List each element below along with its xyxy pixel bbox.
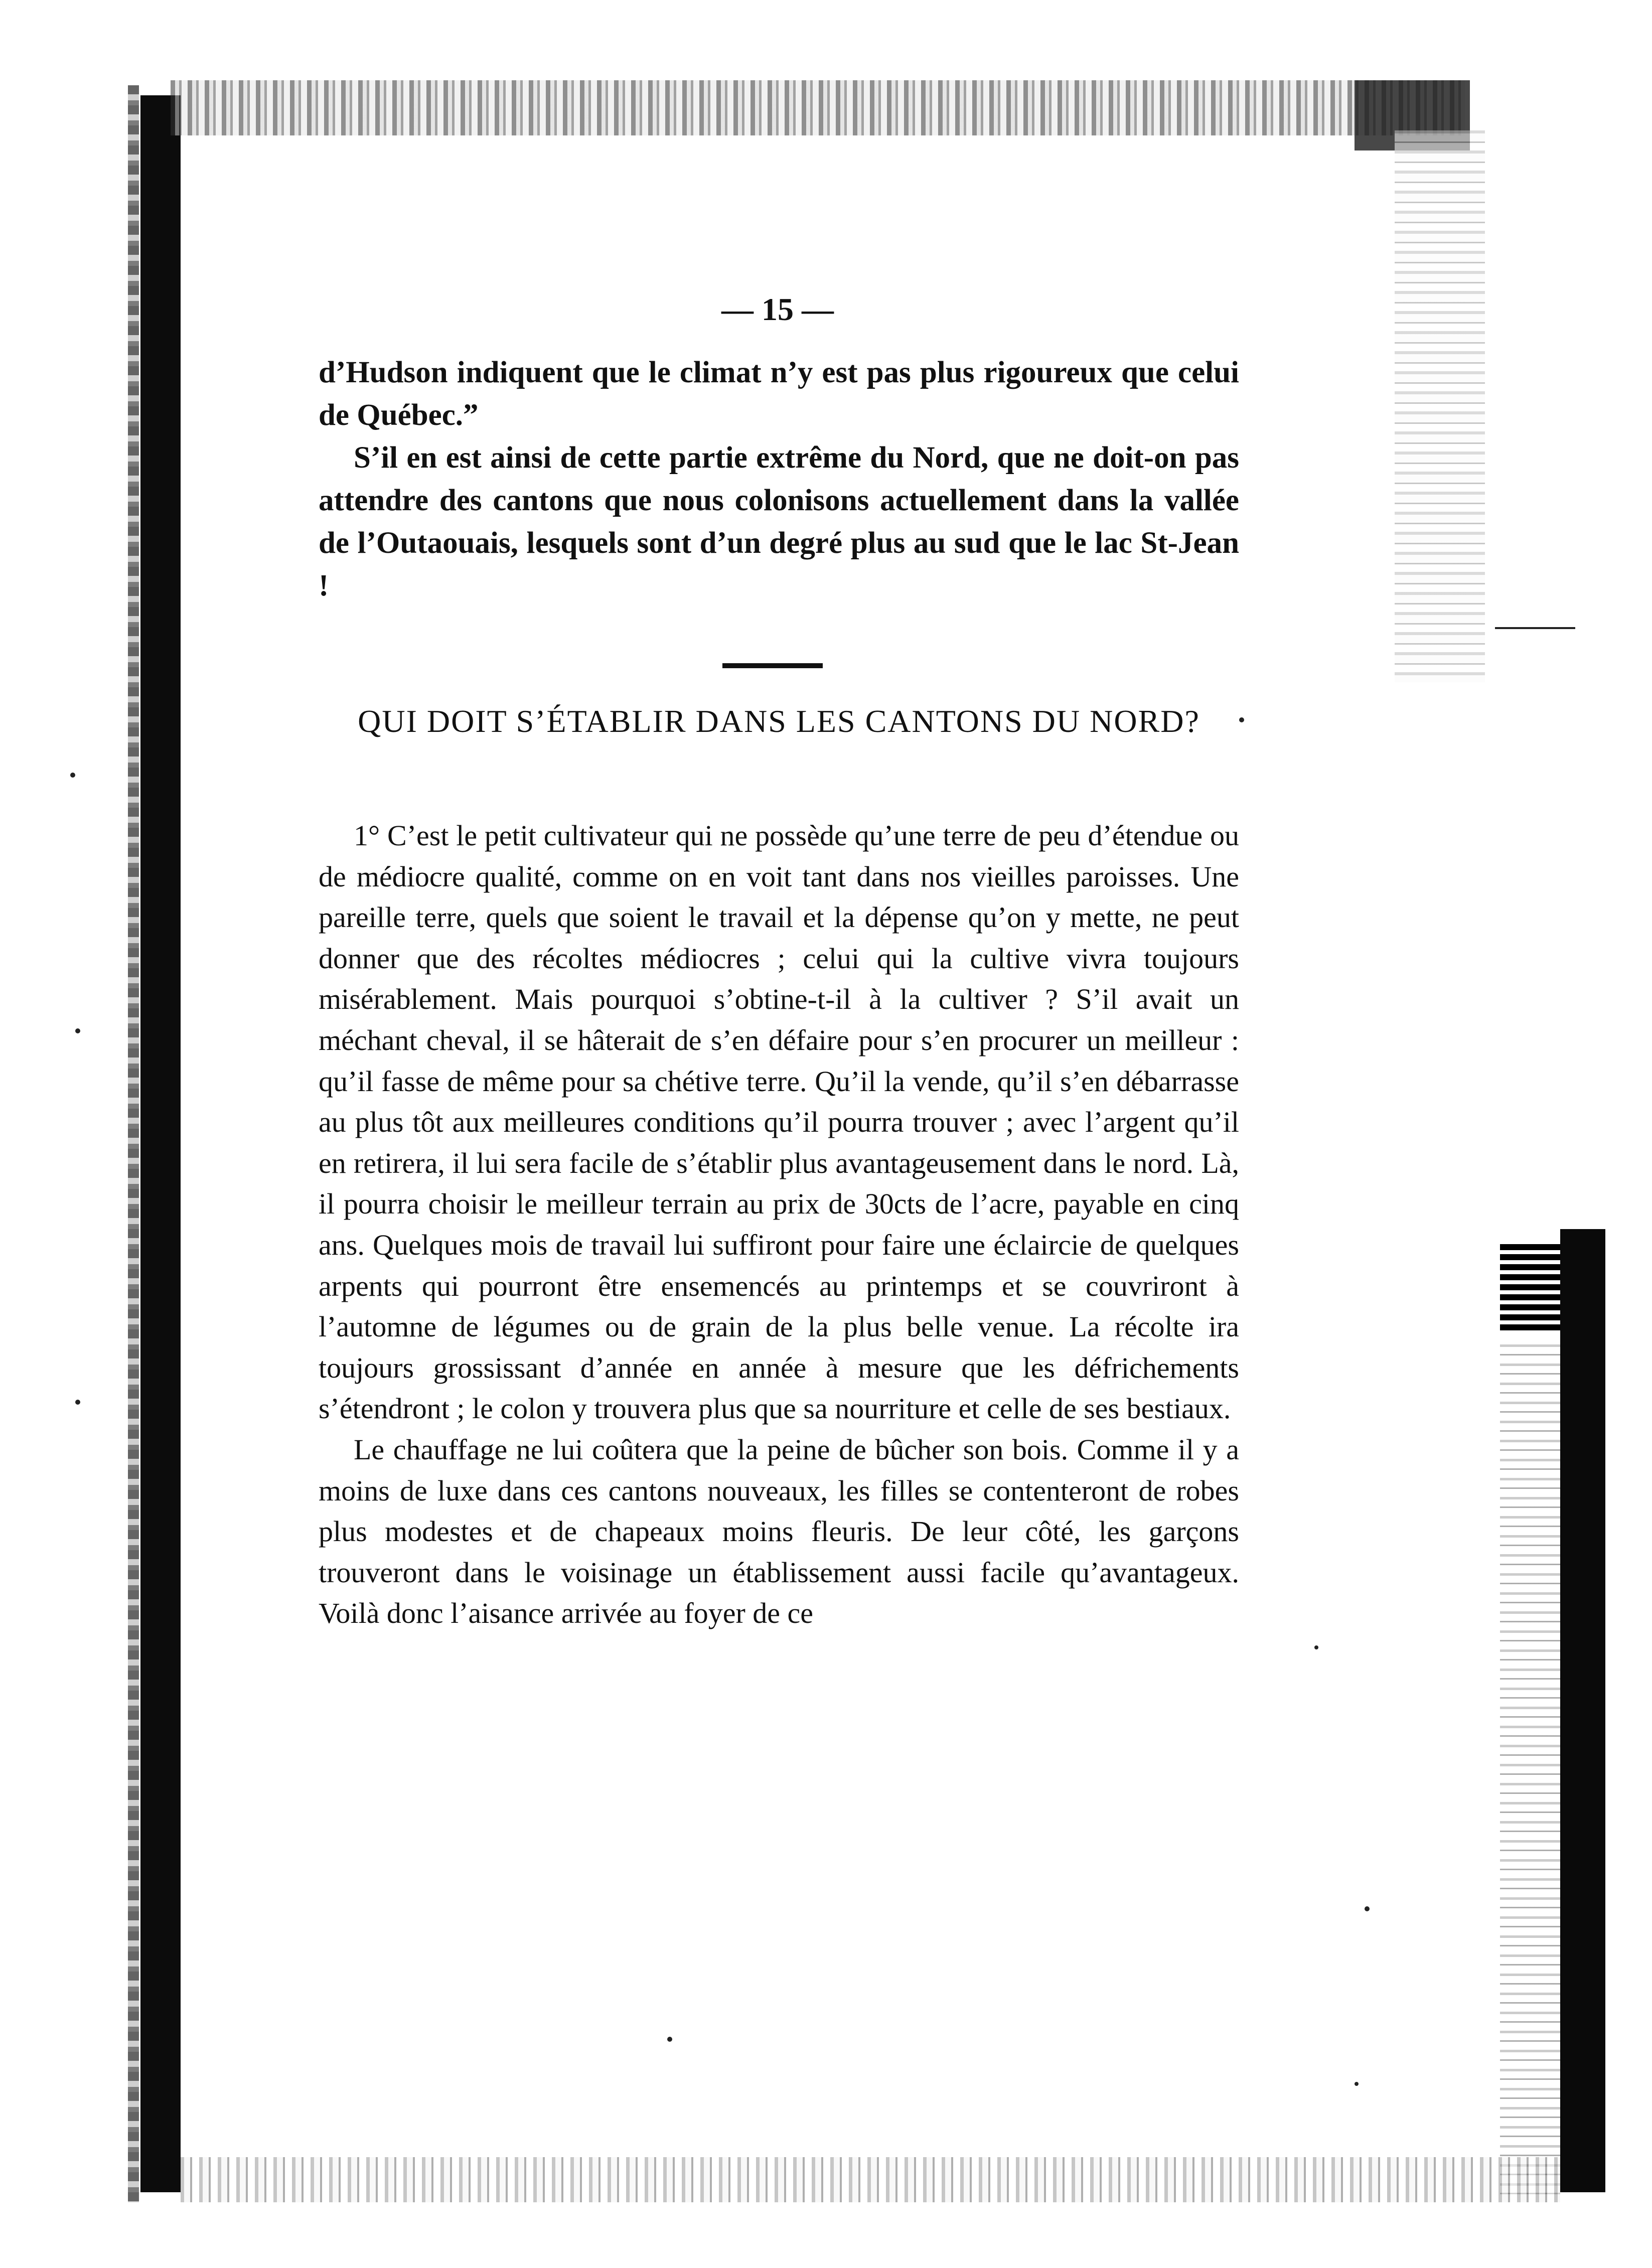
speck [1239, 717, 1244, 722]
speck [667, 2037, 672, 2042]
right-binding-shadow [1560, 1229, 1605, 2192]
body-text [319, 815, 1239, 1634]
paragraph-1: 1° C’est le petit cultivateur qui ne possède qu’une terre de peu d’étendue ou de médiocre qualité, comme on en voit tant dans nos vieilles paroisses. Une pareille terre, quels que soient le travail et la dépense qu’on y mette, ne peut donner que des récoltes médiocres ; celui qui la cultive vivra toujours misérablement. Mais pourquoi s’obtine-t-il à la cultiver ? S’il avait un méchant cheval, il se hâterait de s’en défaire pour s’en procurer un meilleur : qu’il fasse de même pour sa chétive terre. Qu’il la vende, qu’il s’en débarrasse au plus tôt aux meilleures conditions qu’il pourra trouver ; avec l’argent qu’il en retirera, il lui sera facile de s’établir plus avantageusement dans le nord. Là, il pourra choisir le meilleur terrain au prix de 30cts de l’acre, payable en cinq ans. Quelques mois de travail lui suffiront pour faire une éclaircie de quelques arpents qui pourront être ensemencés au printemps et se couvriront à l’automne de légumes ou de grain de la plus belle venue. La récolte ira toujours grossissant d’année en année à mesure que les défrichements s’étendront ; le colon y trouvera plus que sa nourriture et celle de ses bestiaux. [319, 819, 1239, 1425]
right-page-edge [1395, 130, 1485, 682]
binding-edge [128, 85, 139, 2202]
right-edge-ridges [1500, 1244, 1560, 1334]
top-page-edge [171, 80, 1465, 135]
quote-continuation: d’Hudson indiquent que le climat n’y est pas plus rigoureux que celui de Québec.” [319, 356, 1239, 432]
binding-shadow [140, 95, 181, 2192]
section-heading: QUI DOIT S’ÉTABLIR DANS LES CANTONS DU NORD? [358, 703, 1200, 739]
bottom-page-edge [181, 2157, 1560, 2202]
margin-stroke [1495, 627, 1575, 629]
intro-paragraph: S’il en est ainsi de cette partie extrême du Nord, que ne doit-on pas attendre des cantons que nous colonisons actuellement dans la vallée de l’Outaouais, lesquels sont d’un degré plus au sud que le lac St-Jean ! [319, 441, 1239, 602]
speck [1365, 1906, 1370, 1911]
speck [75, 1028, 80, 1033]
speck [1314, 1645, 1318, 1649]
speck [1355, 2082, 1359, 2086]
page-number: — 15 — [721, 291, 834, 327]
section-divider [722, 663, 823, 668]
opening-text [319, 351, 1239, 607]
paragraph-2: Le chauffage ne lui coûtera que la peine de bûcher son bois. Comme il y a moins de luxe dans ces cantons nouveaux, les filles se contenteront de robes plus modestes et de chapeaux moins fleuris. De leur côté, les garçons trouveront dans le voisinage un établissement aussi facile qu’avantageux. Voilà donc l’aisance arrivée au foyer de ce [319, 1433, 1239, 1630]
right-page-stack [1500, 1344, 1560, 2197]
speck [70, 773, 75, 778]
speck [75, 1400, 80, 1405]
